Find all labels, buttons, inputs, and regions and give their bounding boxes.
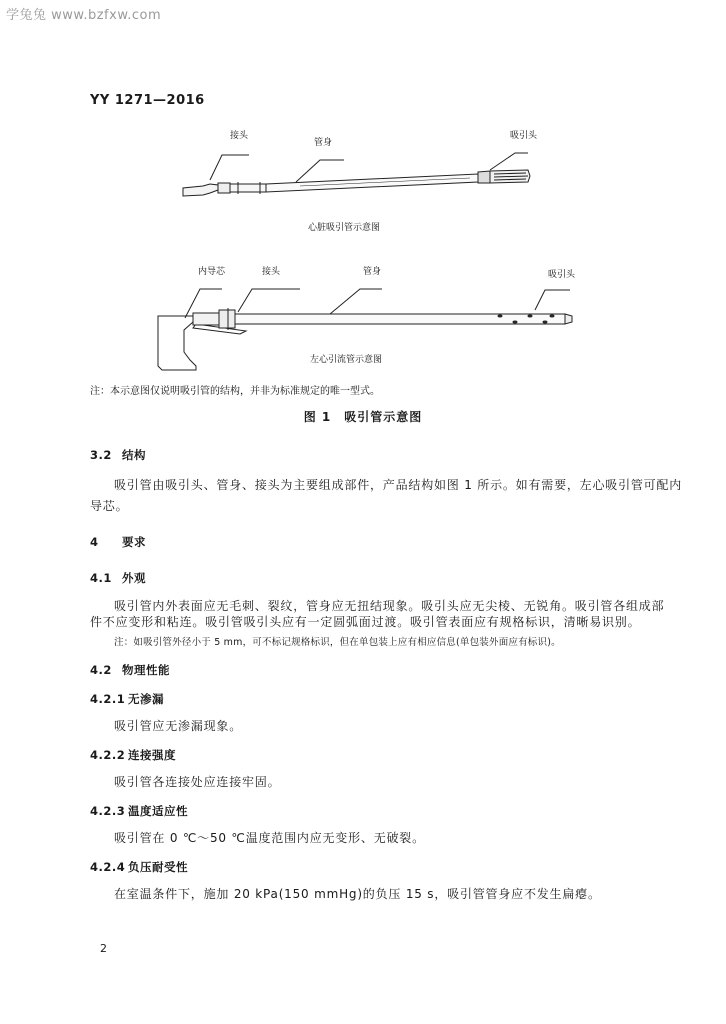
section-number: 4: [90, 535, 99, 549]
figure-title: 图 1 吸引管示意图: [303, 410, 423, 424]
section-note: 注：如吸引管外径小于 5 mm，可不标记规格标识，但在单包装上应有相应信息(单包装外面应有标识)。: [114, 637, 561, 648]
section-4-1-heading: [90, 570, 146, 586]
label-suction-head-2: 吸引头: [548, 270, 576, 280]
section-title: 要求: [122, 535, 146, 549]
watermark-text: 学兔兔 www.bzfxw.com: [6, 8, 162, 23]
standard-code: YY 1271—2016: [90, 93, 205, 108]
paragraph-line: 在室温条件下，施加 20 kPa(150 mmHg)的负压 15 s，吸引管管身应不发生扁瘪。: [114, 887, 601, 901]
section-number: 4.2.1: [90, 692, 126, 706]
caption-diagram-1: 心脏吸引管示意图: [308, 223, 381, 233]
paragraph-line: 件不应变形和粘连。吸引管吸引头应有一定圆弧面过渡。吸引管表面应有规格标识，清晰易识别。: [90, 615, 641, 629]
section-number: 4.2.2: [90, 748, 126, 762]
section-4-2-2-heading: [90, 747, 176, 763]
figure-1-illustration: [0, 0, 726, 400]
section-title: 无渗漏: [128, 692, 164, 706]
paragraph-line: 吸引管应无渗漏现象。: [114, 719, 243, 733]
label-body-1: 管身: [314, 138, 333, 148]
section-3-2-heading: [90, 447, 146, 463]
section-title: 物理性能: [122, 663, 170, 677]
section-number: 4.1: [90, 571, 112, 585]
label-inner-guide: 内导芯: [198, 267, 226, 277]
caption-diagram-2: 左心引流管示意图: [310, 355, 383, 365]
label-body-2: 管身: [363, 267, 382, 277]
section-title: 负压耐受性: [128, 860, 188, 874]
label-connector-2: 接头: [262, 267, 281, 277]
paragraph-line: 吸引管内外表面应无毛刺、裂纹，管身应无扭结现象。吸引头应无尖棱、无锐角。吸引管各组成部: [114, 599, 665, 613]
section-number: 3.2: [90, 448, 112, 462]
label-suction-head-1: 吸引头: [510, 131, 538, 141]
section-title: 连接强度: [128, 748, 176, 762]
paragraph-line: 吸引管各连接处应连接牢固。: [114, 775, 281, 789]
label-connector-1: 接头: [230, 131, 249, 141]
section-title: 温度适应性: [128, 804, 188, 818]
paragraph-line: 吸引管由吸引头、管身、接头为主要组成部件，产品结构如图 1 所示。如有需要，左心吸引管可配内: [114, 478, 683, 492]
section-title: 结构: [122, 448, 146, 462]
paragraph-line: 吸引管在 0 ℃～50 ℃温度范围内应无变形、无破裂。: [114, 831, 425, 845]
section-4-heading: [90, 534, 146, 550]
paragraph-line: 导芯。: [90, 499, 129, 513]
section-4-2-1-heading: [90, 691, 164, 707]
section-number: 4.2: [90, 663, 112, 677]
section-4-2-3-heading: [90, 803, 188, 819]
page-number: 2: [100, 942, 107, 955]
section-4-2-4-heading: [90, 859, 188, 875]
figure-note: 注：本示意图仅说明吸引管的结构，并非为标准规定的唯一型式。: [90, 386, 380, 397]
section-number: 4.2.3: [90, 804, 126, 818]
section-title: 外观: [122, 571, 146, 585]
section-number: 4.2.4: [90, 860, 126, 874]
cardiac-suction-tube-diagram: [183, 153, 530, 196]
section-4-2-heading: [90, 662, 170, 678]
